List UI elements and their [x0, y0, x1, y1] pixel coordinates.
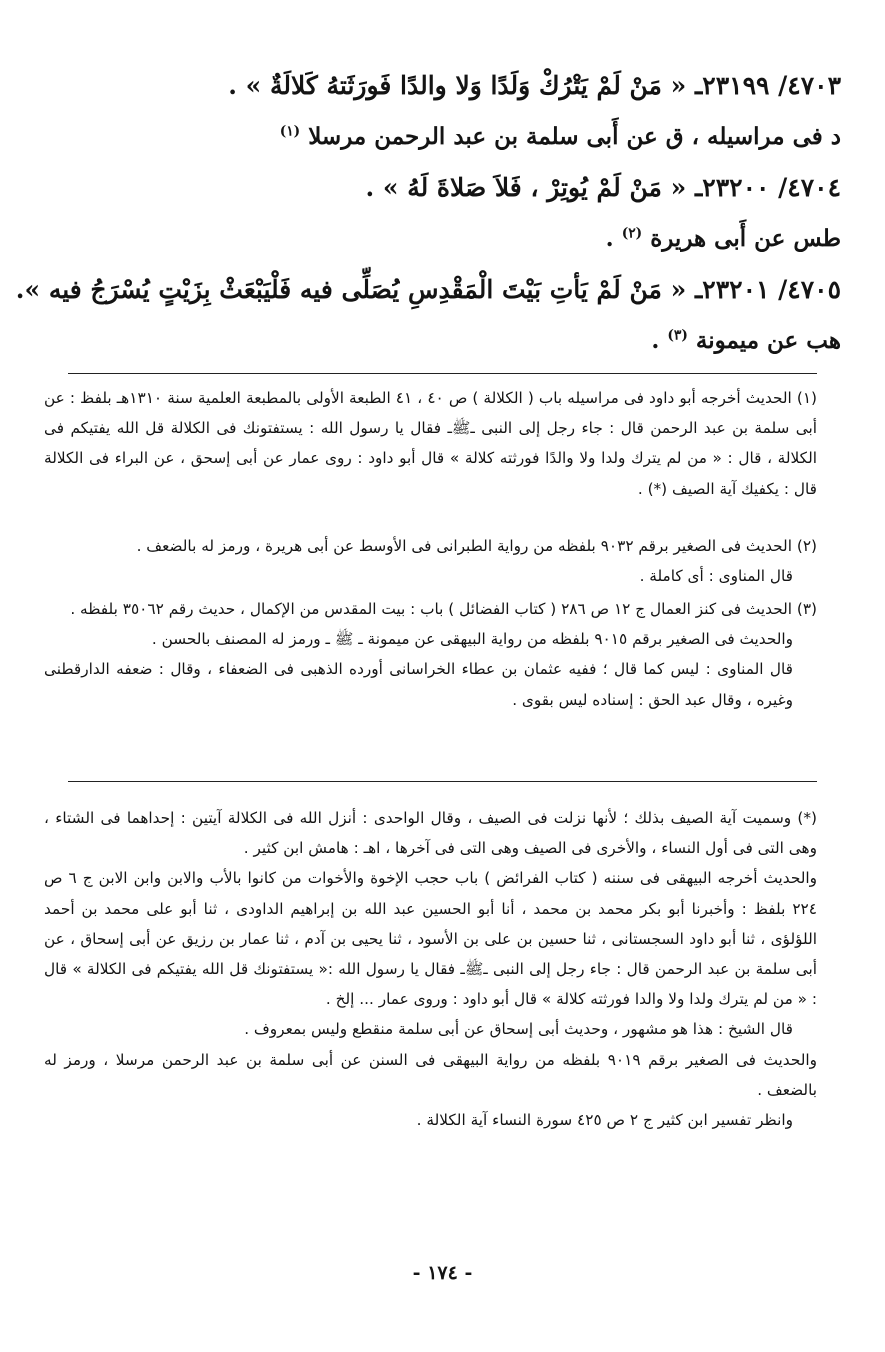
source-text: هب عن ميمونة — [695, 327, 841, 354]
footnote-separator-2 — [68, 781, 817, 782]
footnote-paragraph: والحديث فى الصغير برقم ٩٠١٩ بلفظه من رواية البيهقى فى السنن عن أبى سلمة بن عبد الرحمن مرسلا ، ورمز له بالضعف . — [44, 1050, 817, 1099]
hadith-text-4703: ٤٧٠٣/ ٢٣١٩٩ـ « مَنْ لَمْ يَتْرُكْ وَلَدًا وَلا والدًا فَورَثَتهُ كَلالَةٌ » . — [228, 71, 841, 100]
hadith-source-4705: هب عن ميمونة $^{(٣)}$ . — [651, 327, 841, 354]
footnote-paragraph: (٣) الحديث فى كنز العمال ج ١٢ ص ٢٨٦ ( كتاب الفضائل ) باب : بيت المقدس من الإكمال ، حديث رقم ٣٥٠٦٢ بلفظه . — [70, 600, 817, 618]
footnote-separator — [68, 373, 817, 374]
footnote-paragraph: (١) الحديث أخرجه أبو داود فى مراسيله باب ( الكلالة ) ص ٤٠ ، ٤١ الطبعة الأولى بالمطبعة العلمية سنة ١٣١٠هـ بلفظ : عن أبى سلمة بن عبد الرحمن قال : جاء رجل إلى النبى ـﷺـ فقال يا رسول الله : يستفتونك فى الكلالة قل الله يفتيكم فى الكلالة ، قال : « من لم يترك ولدا ولا والدًا فورثته كلالة » قال أبو داود : روى عمار عن أبى إسحق ، عن البراء فى الكلالة قال : يكفيك آية الصيف (*) . — [44, 389, 818, 498]
page-number — [0, 1262, 885, 1284]
footnote-ref-2[interactable]: (٢) — [621, 225, 643, 242]
footnote-paragraph: والحديث أخرجه البيهقى فى سننه ( كتاب الفرائض ) باب حجب الإخوة والأخوات من كانوا بالأب والابن وابن الابن ج ٦ ص ٢٢٤ بلفظ : وأخبرنا أبو بكر محمد بن محمد ، أنا أبو الحسين عبد الله بن إبراهيم الداودى ، ثنا أبو على محمد بن أحمد اللؤلؤى ، ثنا أبو داود السجستانى ، ثنا حسين بن على بن الأسود ، ثنا يحيى بن آدم ، ثنا عمار بن رزيق عن أبى إسحاق ، عن أبى سلمة بن عبد الرحمن قال : جاء رجل إلى النبى ـﷺـ فقال يا رسول الله :« يستفتونك قل الله يفتيكم فى الكلالة » قال : « من لم يترك ولدا ولا والدا فورثته كلالة » قال أبو داود : وروى عمار ... إلخ . — [44, 869, 817, 1009]
hadith-entries — [15, 60, 841, 366]
hadith-source-4703 — [44, 111, 841, 162]
footnote-1 — [44, 383, 817, 504]
footnote-paragraph: والحديث فى الصغير برقم ٩٠١٥ بلفظه من رواية البيهقى عن ميمونة ـ ﷺ ـ ورمز له المصنف بالحسن . — [151, 630, 793, 649]
footnote-ref-3[interactable]: (٣) — [667, 327, 688, 344]
footnote-ref-1[interactable]: (١) — [279, 123, 301, 140]
footnote-paragraph: قال الشيخ : هذا هو مشهور ، وحديث أبى إسحاق عن أبى سلمة منقطع وليس بمعروف . — [244, 1020, 793, 1039]
footnote-paragraph: قال المناوى : ليس كما قال ؛ ففيه عثمان بن عطاء الخراسانى أورده الذهبى فى الضعفاء ، وقال : ضعفه الدارقطنى وغيره ، وقال عبد الحق : إسناده ليس بقوى . — [44, 660, 793, 709]
dash: - — [464, 1262, 473, 1284]
footnote-3 — [44, 594, 817, 715]
footnote-paragraph: (*) وسميت آية الصيف بذلك ؛ لأنها نزلت فى الصيف ، وقال الواحدى : أنزل الله فى الكلالة آيتين : إحداهما فى الشتاء ، وهى التى فى أول النساء ، والأخرى فى الصيف وهى التى فى آخرها ، اهـ : هامش ابن كثير . — [44, 809, 817, 858]
footnote-paragraph: وانظر تفسير ابن كثير ج ٢ ص ٤٢٥ سورة النساء آية الكلالة . — [416, 1111, 793, 1130]
page-number-text: ١٧٤ — [427, 1262, 458, 1284]
footnote-paragraph: قال المناوى : أى كاملة . — [639, 567, 793, 586]
hadith-source-4704: طس عن أَبى هريرة $^{(٢)}$ . — [605, 225, 841, 252]
hadith-text-4705: ٤٧٠٥/ ٢٣٢٠١ـ « مَنْ لَمْ يَأتِ بَيْتَ الْمَقْدِسِ يُصَلِّى فيه فَلْيَبْعَثْ بِزَيْتٍ يُسْرَجُ فيه ». — [15, 275, 841, 304]
source-text: د فى مراسيله ، ق عن أَبى سلمة بن عبد الرحمن مرسلا — [308, 123, 841, 150]
footnote-paragraph: (٢) الحديث فى الصغير برقم ٩٠٣٢ بلفظه من رواية الطبرانى فى الأوسط عن أبى هريرة ، ورمز له بالضعف . — [136, 537, 817, 555]
dash: - — [412, 1262, 421, 1284]
footnote-2 — [44, 531, 817, 591]
hadith-text-4704: ٤٧٠٤/ ٢٣٢٠٠ـ « مَنْ لَمْ يُوتِرْ ، فَلاَ صَلاةَ لَهُ » . — [365, 173, 841, 202]
source-text: طس عن أَبى هريرة — [650, 225, 841, 252]
footnote-star — [44, 803, 817, 1135]
